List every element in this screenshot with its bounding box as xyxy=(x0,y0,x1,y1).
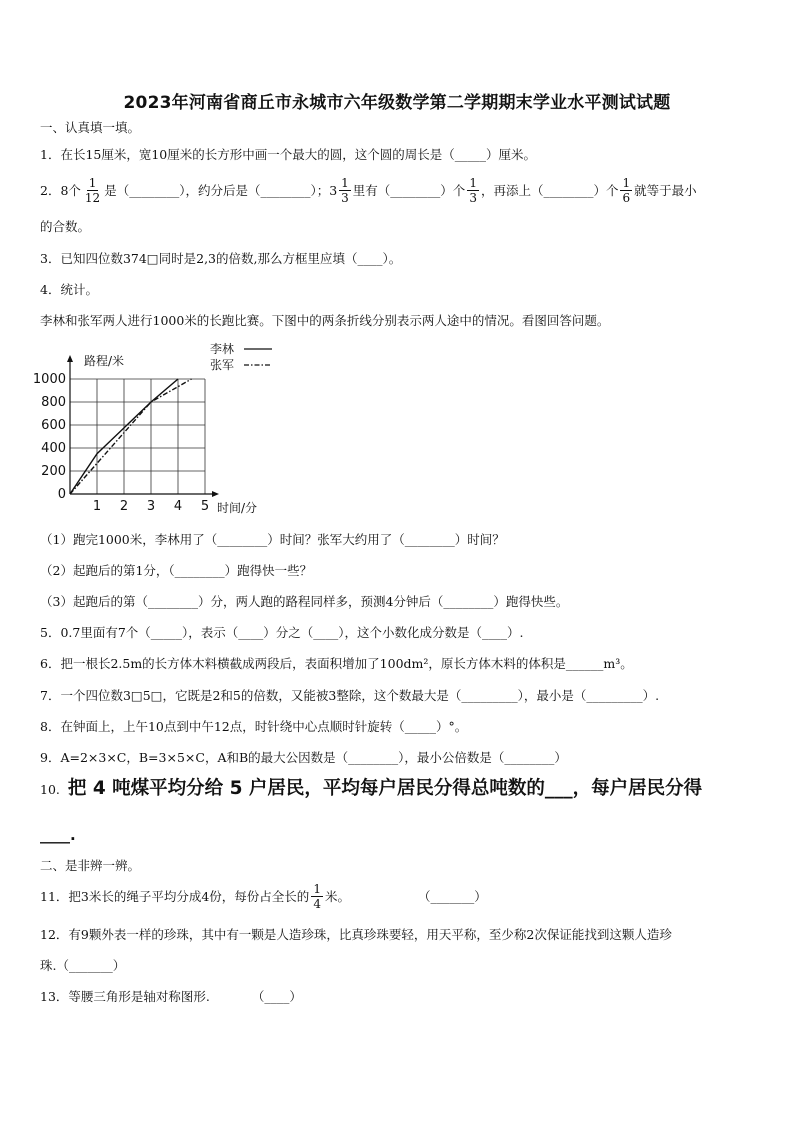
page-title: 2023年河南省商丘市永城市六年级数学第二学期期末学业水平测试试题 xyxy=(123,93,671,113)
legend-label: 张军 xyxy=(210,358,235,372)
q2-text-e: 就等于最小 xyxy=(634,183,697,198)
question-9: 9．A=2×3×C，B=3×5×C，A和B的最大公因数是（________），最小公倍数是（________） xyxy=(40,750,567,765)
q11-text-a: 11．把3米长的绳子平均分成4份，每份占全长的 xyxy=(40,889,310,904)
y-axis-label: 路程/米 xyxy=(84,354,125,368)
q2-text-d: ，再添上（________）个 xyxy=(480,183,619,198)
q11-fraction: $\frac{1}{4}$ xyxy=(313,881,321,911)
x-axis-arrow xyxy=(212,491,219,497)
y-tick-label: 600 xyxy=(41,418,66,433)
y-tick-label: 1000 xyxy=(32,372,66,387)
q2-fraction-2: $\frac{1}{3}$ xyxy=(341,175,349,205)
q2-text-b: 是（________），约分后是（________）；3 xyxy=(104,183,338,198)
question-4-1: （1）跑完1000米，李林用了（________）时间？张军大约用了（________）时间？ xyxy=(40,532,505,547)
question-4-3: （3）起跑后的第（________）分，两人跑的路程同样多，预测4分钟后（________）跑得快些。 xyxy=(40,594,569,609)
question-6: 6．把一根长2.5m的长方体木料横截成两段后，表面积增加了100dm²，原长方体木料的体积是______m³。 xyxy=(40,656,633,671)
question-10-continued: ____. xyxy=(40,826,76,844)
y-tick-label: 800 xyxy=(41,395,66,410)
q2-fraction-1: $\frac{1}{12}$ xyxy=(84,175,101,205)
question-2 xyxy=(40,174,697,208)
question-10 xyxy=(40,780,702,799)
question-2-continued: 的合数。 xyxy=(40,219,91,234)
q2-fraction-4: $\frac{1}{6}$ xyxy=(622,175,631,205)
line-chart xyxy=(32,338,282,518)
question-12: 12．有9颗外表一样的珍珠，其中有一颗是人造珍珠，比真珍珠要轻，用天平称，至少称2次保证能找到这颗人造珍 xyxy=(40,927,672,942)
question-4-2: （2）起跑后的第1分，（________）跑得快一些？ xyxy=(40,563,313,578)
x-tick-label: 3 xyxy=(146,499,156,514)
x-tick-label: 2 xyxy=(119,499,129,514)
question-4-description: 李林和张军两人进行1000米的长跑比赛。下图中的两条折线分别表示两人途中的情况。看图回答问题。 xyxy=(40,313,610,328)
x-axis-label: 时间/分 xyxy=(217,501,258,515)
question-1: 1．在长15厘米，宽10厘米的长方形中画一个最大的圆，这个圆的周长是（_____）厘米。 xyxy=(40,147,537,162)
q2-text-a: 2．8个 xyxy=(40,183,81,198)
question-8: 8．在钟面上，上午10点到中午12点，时针绕中心点顺时针旋转（_____）°。 xyxy=(40,719,468,734)
y-tick-label: 200 xyxy=(41,464,66,479)
q10-number: 10. xyxy=(40,782,60,797)
q11-text-b: 米。 xyxy=(324,889,350,904)
x-tick-label: 4 xyxy=(173,499,183,514)
legend-label: 李林 xyxy=(210,342,235,356)
question-5: 5．0.7里面有7个（_____），表示（____）分之（____），这个小数化成分数是（____）. xyxy=(40,625,524,640)
question-3: 3．已知四位数374□同时是2,3的倍数,那么方框里应填（____）。 xyxy=(40,251,402,266)
section-heading-2: 二、是非辨一辨。 xyxy=(40,858,141,873)
question-13 xyxy=(40,988,302,1006)
series-line-zhangjun xyxy=(70,379,192,494)
x-tick-label: 1 xyxy=(92,499,102,514)
y-axis-arrow xyxy=(67,355,73,362)
section-heading-1: 一、认真填一填。 xyxy=(40,120,141,135)
q2-text-c: 里有（________）个 xyxy=(352,183,466,198)
question-4: 4．统计。 xyxy=(40,282,98,297)
q10-text: 把 4 吨煤平均分给 5 户居民，平均每户居民分得总吨数的___，每户居民分得 xyxy=(67,778,703,799)
question-7: 7．一个四位数3□5□，它既是2和5的倍数，又能被3整除，这个数最大是（_________），最小是（_________）. xyxy=(40,688,660,703)
q13-text: 13．等腰三角形是轴对称图形. xyxy=(40,989,210,1004)
y-tick-label: 400 xyxy=(41,441,66,456)
q13-answer-blank: （____） xyxy=(251,989,302,1004)
q11-answer-blank: （_______） xyxy=(417,889,487,904)
question-12-continued: 珠.（_______） xyxy=(40,958,126,973)
question-11 xyxy=(40,880,487,914)
x-tick-label: 5 xyxy=(200,499,210,514)
y-tick-label: 0 xyxy=(57,487,66,502)
q2-fraction-3: $\frac{1}{3}$ xyxy=(469,175,477,205)
